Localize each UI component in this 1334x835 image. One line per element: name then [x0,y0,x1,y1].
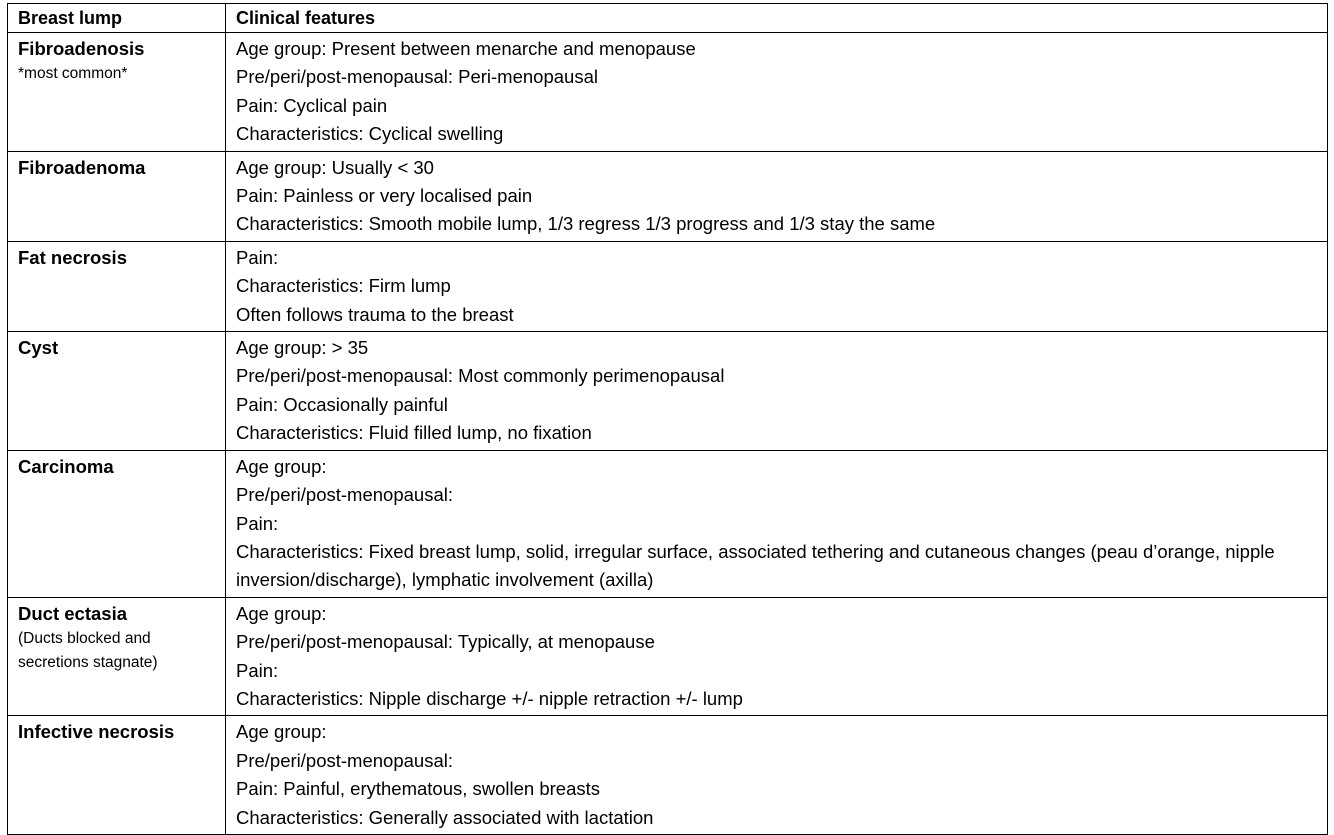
feature-line: Age group: Present between menarche and menopause [236,38,696,59]
feature-line: Pain: Cyclical pain [236,94,388,116]
features-cell [226,151,1328,241]
lump-name: Fibroadenosis [18,38,145,59]
features-cell [226,716,1328,835]
table-body [8,33,1328,835]
breast-lump-table [7,3,1328,835]
lump-note: (Ducts blocked and secretions stagnate) [18,629,158,671]
table-row [8,332,1328,451]
feature-line: Pain: [236,659,279,681]
lump-cell [8,716,226,835]
features-cell [226,332,1328,451]
document-sheet [7,3,1327,835]
feature-line: Pain: Painful, erythematous, swollen breasts [236,778,601,800]
feature-line: Age group: [236,602,327,624]
features-cell [226,33,1328,152]
table-row [8,450,1328,597]
features-cell [226,241,1328,331]
feature-line: Characteristics: Fluid filled lump, no fixation [236,422,592,444]
table-header-row [8,4,1328,33]
feature-line: Age group: [236,455,327,477]
lump-name: Duct ectasia [18,602,127,624]
header-breast-lump: Breast lump [8,4,226,33]
features-cell [226,597,1328,716]
lump-cell [8,597,226,716]
feature-line: Age group: Usually < 30 [236,156,434,178]
table-row [8,151,1328,241]
table-row [8,33,1328,152]
lump-name: Fibroadenoma [18,156,146,178]
lump-cell [8,151,226,241]
feature-line: Characteristics: Nipple discharge +/- nipple retraction +/- lump [236,687,743,709]
feature-line: Pain: [236,246,279,268]
feature-line: Pre/peri/post-menopausal: Peri-menopausal [236,66,598,88]
feature-line: Pre/peri/post-menopausal: Typically, at menopause [236,631,655,653]
lump-cell [8,33,226,152]
feature-line: Characteristics: Fixed breast lump, solid, irregular surface, associated tethering and cutaneous changes (peau d’orange, nipple inversion/discharge), lymphatic involvement (axilla) [236,540,1275,591]
lump-name: Fat necrosis [18,246,127,268]
feature-line: Age group: > 35 [236,337,369,359]
feature-line: Pain: [236,512,279,534]
lump-name: Cyst [18,337,59,359]
feature-line: Pre/peri/post-menopausal: Most commonly perimenopausal [236,365,725,387]
lump-cell [8,241,226,331]
table-row [8,597,1328,716]
feature-line: Characteristics: Generally associated with lactation [236,806,654,828]
feature-line: Age group: [236,721,327,743]
feature-line: Pre/peri/post-menopausal: [236,484,453,506]
feature-line: Often follows trauma to the breast [236,303,514,325]
feature-line: Characteristics: Firm lump [236,275,451,297]
feature-line: Characteristics: Cyclical swelling [236,123,504,145]
table-row [8,716,1328,835]
lump-note: *most common* [18,65,128,82]
feature-line: Pain: Occasionally painful [236,393,448,415]
lump-name: Infective necrosis [18,721,175,743]
feature-line: Pain: Painless or very localised pain [236,185,533,207]
lump-cell [8,450,226,597]
lump-name: Carcinoma [18,455,114,477]
table-row [8,241,1328,331]
feature-line: Characteristics: Smooth mobile lump, 1/3 regress 1/3 progress and 1/3 stay the same [236,213,936,235]
header-clinical-features: Clinical features [226,4,1328,33]
feature-line: Pre/peri/post-menopausal: [236,749,453,771]
features-cell [226,450,1328,597]
lump-cell [8,332,226,451]
